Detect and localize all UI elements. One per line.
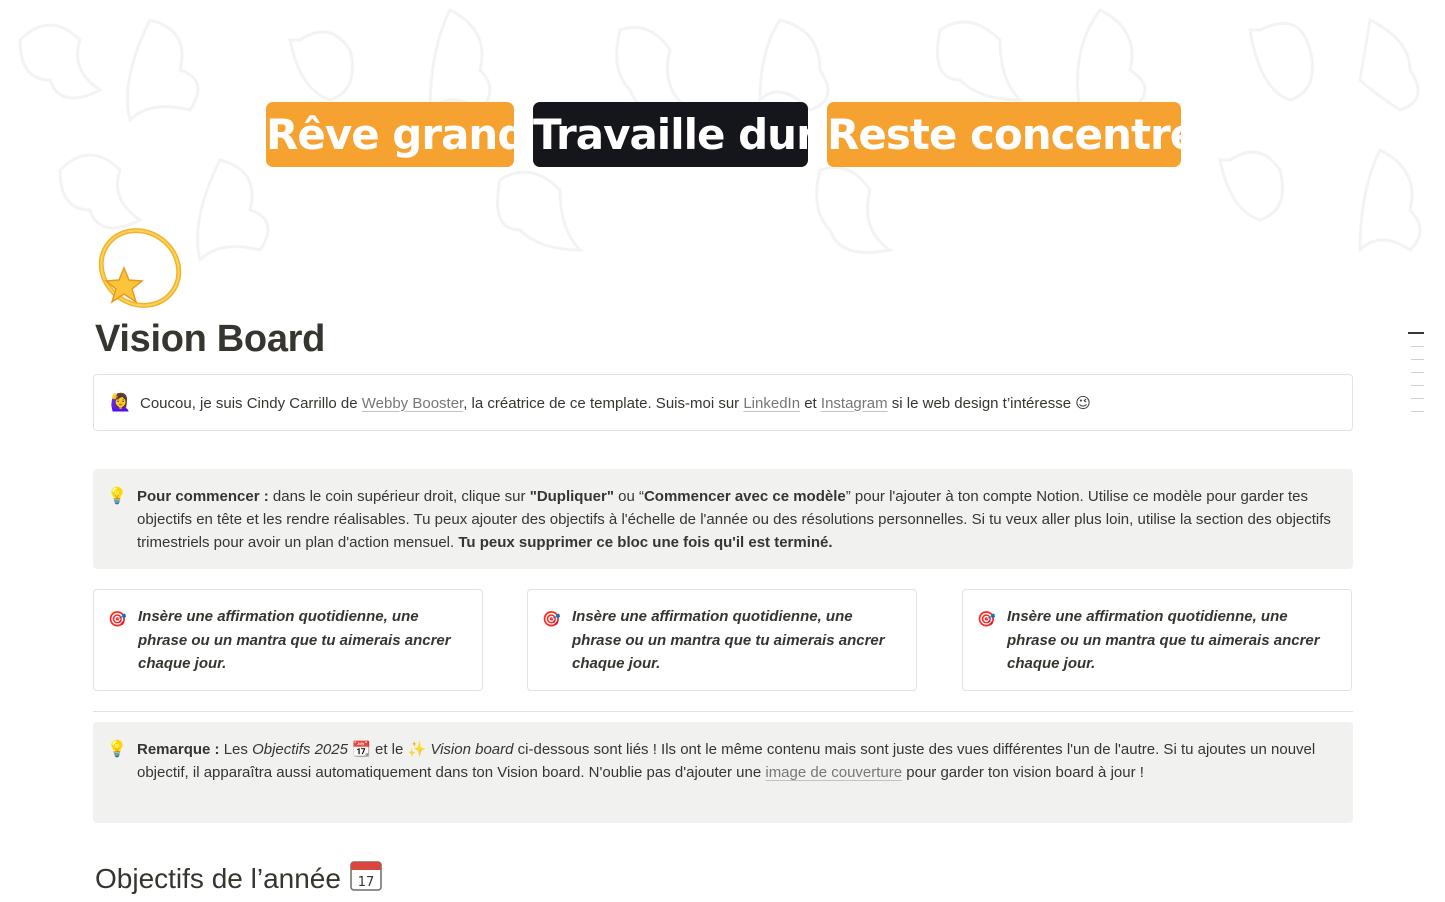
svg-text:17: 17	[357, 875, 375, 890]
getting-started-callout[interactable]	[93, 469, 1353, 569]
target-icon: 🎯	[977, 611, 996, 628]
divider	[93, 711, 1353, 712]
affirmation-text: Insère une affirmation quotidienne, une phrase ou un mantra que tu aimerais ancrer chaque jour.	[138, 608, 451, 672]
outline-marker[interactable]	[1411, 346, 1424, 347]
affirmation-text: Insère une affirmation quotidienne, une phrase ou un mantra que tu aimerais ancrer chaque jour.	[572, 608, 885, 672]
affirmation-text: Insère une affirmation quotidienne, une phrase ou un mantra que tu aimerais ancrer chaque jour.	[1007, 608, 1320, 672]
page-cover[interactable]	[0, 0, 1445, 270]
slogan-stay-focused: Reste concentré	[827, 102, 1181, 167]
outline-marker[interactable]	[1411, 372, 1424, 373]
link-instagram[interactable]: Instagram	[820, 394, 888, 412]
link-webby-booster[interactable]: Webby Booster	[361, 394, 464, 412]
affirmation-callout[interactable]	[93, 589, 483, 691]
dizzy-star-icon[interactable]	[94, 222, 186, 314]
calendar-icon	[349, 858, 383, 899]
outline-marker[interactable]	[1411, 359, 1424, 360]
note-callout[interactable]	[93, 722, 1353, 823]
target-icon: 🎯	[542, 611, 561, 628]
raising-hand-icon: 🙋‍♀️	[110, 392, 132, 412]
link-cover-image[interactable]: image de couverture	[765, 764, 903, 781]
note-text: Remarque : Les Objectifs 2025 📆 et le ✨ Vision board ci-dessous sont liés ! Ils ont le même contenu mais sont juste des vues différentes l'un de l'autre. Si tu ajoutes un nouvel objectif, il apparaîtra aussi automatiquement dans ton Vision board. N'oublie pas d'ajouter une image de couverture pour garder ton vision board à jour !	[137, 741, 1316, 781]
slogan-work-hard: Travaille dur	[533, 102, 808, 167]
intro-callout[interactable]	[93, 374, 1353, 431]
slogan-dream-big: Rêve grand	[266, 102, 514, 167]
lightbulb-icon: 💡	[107, 741, 127, 758]
outline-marker[interactable]	[1408, 332, 1424, 334]
wink-icon: 😉	[1075, 394, 1091, 412]
link-linkedin[interactable]: LinkedIn	[743, 394, 801, 412]
affirmation-callout[interactable]	[962, 589, 1352, 691]
outline-marker[interactable]	[1411, 411, 1424, 412]
affirmation-callout[interactable]	[527, 589, 917, 691]
outline-marker[interactable]	[1411, 385, 1424, 386]
outline-marker[interactable]	[1411, 398, 1424, 399]
intro-text: Coucou, je suis Cindy Carrillo de Webby Booster, la créatrice de ce template. Suis-moi sur LinkedIn et Instagram si le web design t’intéresse 😉	[140, 394, 1091, 412]
table-of-contents-outline[interactable]	[1408, 332, 1426, 424]
sparkles-icon: ✨	[407, 741, 427, 758]
page-title[interactable]: Vision Board	[95, 318, 326, 360]
lightbulb-icon: 💡	[107, 488, 127, 505]
getting-started-text: Pour commencer : dans le coin supérieur droit, clique sur "Dupliquer" ou “Commencer avec ce modèle” pour l'ajouter à ton compte Notion. Utilise ce modèle pour garder tes objectifs en tête et les rendre réalisables. Tu peux ajouter des objectifs à l'échelle de l'année ou des résolutions personnelles. Si tu veux aller plus loin, utilise la section des objectifs trimestriels pour avoir un plan d'action mensuel. Tu peux supprimer ce bloc une fois qu'il est terminé.	[137, 488, 1331, 551]
calendar-icon: 📆	[352, 741, 371, 758]
section-heading-objectives[interactable]: Objectifs de l’année 17	[95, 858, 383, 899]
target-icon: 🎯	[108, 611, 127, 628]
slogan-banner	[0, 102, 1445, 167]
